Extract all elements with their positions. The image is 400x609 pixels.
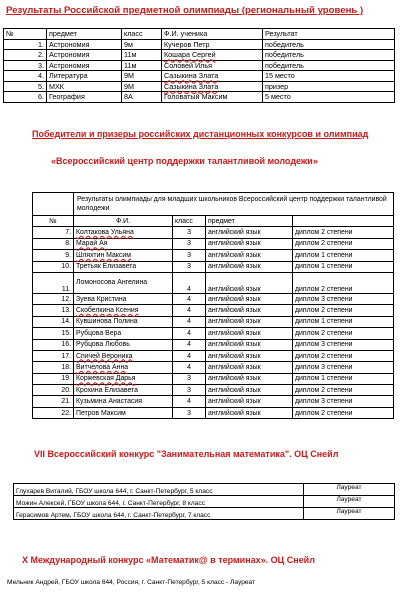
cell-subject: английский язык <box>206 362 293 373</box>
header-class: класс <box>173 216 206 227</box>
cell-subject: английский язык <box>206 227 293 238</box>
cell-name: Петров Максим <box>74 407 173 418</box>
table-row <box>33 407 394 418</box>
table-row <box>4 81 395 92</box>
table-caption: Результаты олимпиады для младших школьников Всероссийский центр поддержки талантливой молодежи <box>74 193 394 216</box>
cell-number: 14. <box>33 316 74 327</box>
contest-section-title: Победители и призеры российских дистанционных конкурсов и олимпиад <box>32 129 369 139</box>
cell-number: 10. <box>33 261 74 272</box>
contest-center-subtitle: «Всероссийский центр поддержки талантливой молодежи» <box>51 156 318 166</box>
table-caption-row <box>33 193 394 216</box>
international-contest-title: X Международный конкурс «Математик@ в терминах». ОЦ Снейл <box>22 555 315 565</box>
cell-number: 18. <box>33 362 74 373</box>
cell-subject: МХК <box>47 81 122 92</box>
header-name: Ф.И. <box>74 216 173 227</box>
cell-name: Спичей Вероника <box>74 350 173 361</box>
cell-student: Головатый Максим <box>162 92 263 103</box>
cell-award: Лауреат <box>304 496 395 508</box>
cell-subject: английский язык <box>206 250 293 261</box>
cell-number: 8. <box>33 238 74 249</box>
math-contest-title: VII Всероссийский конкурс "Занимательная математика". ОЦ Снейл <box>34 449 339 459</box>
table-row <box>33 385 394 396</box>
cell-name: Шляхтин Максим <box>74 250 173 261</box>
header-result: Результат <box>263 29 395 40</box>
junior-olympiad-table <box>32 192 394 419</box>
cell-subject: английский язык <box>206 328 293 339</box>
cell-number: 21. <box>33 396 74 407</box>
cell-result: 5 место <box>263 92 395 103</box>
table-row <box>33 238 394 249</box>
cell-number: 22. <box>33 407 74 418</box>
cell-number: 7. <box>33 227 74 238</box>
cell-name: Колтакова Ульяна <box>74 227 173 238</box>
cell-subject: английский язык <box>206 407 293 418</box>
cell-diploma: диплом 2 степени <box>293 272 394 293</box>
cell-class: 4 <box>173 339 206 350</box>
cell-number: 12. <box>33 293 74 304</box>
caption-spacer <box>33 193 74 216</box>
cell-class: 4 <box>173 396 206 407</box>
cell-name: Коржевская Дарья <box>74 373 173 384</box>
cell-name: Зуева Кристина <box>74 293 173 304</box>
cell-subject: английский язык <box>206 385 293 396</box>
cell-number: 16. <box>33 339 74 350</box>
cell-class: 8А <box>122 92 162 103</box>
cell-diploma: диплом 3 степени <box>293 362 394 373</box>
table-row <box>33 227 394 238</box>
cell-diploma: диплом 1 степени <box>293 316 394 327</box>
cell-student: Кошара Сергей <box>162 50 263 61</box>
cell-subject: Астрономия <box>47 60 122 71</box>
cell-diploma: диплом 2 степени <box>293 227 394 238</box>
cell-class: 3 <box>173 385 206 396</box>
cell-subject: английский язык <box>206 316 293 327</box>
cell-result: 15 место <box>263 71 395 82</box>
table-row <box>33 373 394 384</box>
cell-name: Скобелкина Ксения <box>74 305 173 316</box>
cell-result: призер <box>263 81 395 92</box>
cell-class: 9М <box>122 81 162 92</box>
cell-subject: английский язык <box>206 373 293 384</box>
cell-subject: английский язык <box>206 350 293 361</box>
table-row <box>14 484 395 496</box>
cell-subject: Астрономия <box>47 50 122 61</box>
header-student-name: Ф.И. ученика <box>162 29 263 40</box>
header-subject: предмет <box>206 216 293 227</box>
table-row <box>4 92 395 103</box>
cell-class: 3 <box>173 238 206 249</box>
cell-diploma: диплом 2 степени <box>293 385 394 396</box>
cell-subject: английский язык <box>206 261 293 272</box>
cell-diploma: диплом 3 степени <box>293 293 394 304</box>
cell-class: 11м <box>122 50 162 61</box>
cell-number: 9. <box>33 250 74 261</box>
cell-participant: Глухарев Виталий, ГБОУ школа 644, г. Санкт-Петербург, 5 класс <box>14 484 304 496</box>
cell-result: победитель <box>263 60 395 71</box>
cell-number: 20. <box>33 385 74 396</box>
table-header-row <box>33 216 394 227</box>
cell-subject: английский язык <box>206 293 293 304</box>
cell-class: 4 <box>173 328 206 339</box>
cell-class: 3 <box>173 261 206 272</box>
table-row <box>33 339 394 350</box>
cell-name: Витчелова Анна <box>74 362 173 373</box>
table-row <box>4 60 395 71</box>
header-number: № <box>33 216 74 227</box>
table-row <box>4 71 395 82</box>
cell-subject: английский язык <box>206 238 293 249</box>
cell-class: 3 <box>173 250 206 261</box>
cell-number: 17. <box>33 350 74 361</box>
cell-diploma: диплом 3 степени <box>293 339 394 350</box>
cell-name: Ломоносова Ангелина <box>74 272 173 293</box>
table-row <box>33 261 394 272</box>
table-row <box>33 328 394 339</box>
cell-number: 6. <box>4 92 47 103</box>
table-row <box>14 508 395 520</box>
cell-class: 4 <box>173 350 206 361</box>
cell-subject: английский язык <box>206 396 293 407</box>
cell-name: Крохина Елизавета <box>74 385 173 396</box>
table-row <box>33 250 394 261</box>
cell-diploma: диплом 2 степени <box>293 238 394 249</box>
table-row <box>33 350 394 361</box>
cell-diploma: диплом 1 степени <box>293 373 394 384</box>
header-diploma <box>293 216 394 227</box>
cell-number: 3. <box>4 60 47 71</box>
winner-line: Мельник Андрей, ГБОУ школа 644, Россия, г. Санкт-Петербург, 5 класс - Лауреат <box>7 579 256 586</box>
cell-participant: Можин Алексей, ГБОУ школа 644, г. Санкт-Петербург, 8 класс <box>14 496 304 508</box>
cell-award: Лауреат <box>304 484 395 496</box>
cell-result: победитель <box>263 39 395 50</box>
cell-result: победитель <box>263 50 395 61</box>
cell-diploma: диплом 1 степени <box>293 261 394 272</box>
olympiad-title: Результаты Российской предметной олимпиады (региональный уровень ) <box>6 5 364 16</box>
cell-class: 9м <box>122 39 162 50</box>
cell-class: 3 <box>173 407 206 418</box>
cell-number: 13. <box>33 305 74 316</box>
cell-number: 15. <box>33 328 74 339</box>
cell-name: Рубцова Любовь <box>74 339 173 350</box>
table-row <box>33 272 394 293</box>
table-row <box>33 305 394 316</box>
cell-class: 4 <box>173 316 206 327</box>
cell-diploma: диплом 2 степени <box>293 305 394 316</box>
cell-student: Сазыкина Злата <box>162 81 263 92</box>
cell-diploma: диплом 3 степени <box>293 396 394 407</box>
table-row <box>4 50 395 61</box>
cell-class: 4 <box>173 305 206 316</box>
cell-diploma: диплом 2 степени <box>293 328 394 339</box>
cell-class: 4 <box>173 362 206 373</box>
cell-number: 2. <box>4 50 47 61</box>
cell-class: 9М <box>122 71 162 82</box>
table-row <box>33 316 394 327</box>
cell-class: 11м <box>122 60 162 71</box>
cell-student: Сазыкина Злата <box>162 71 263 82</box>
cell-class: 3 <box>173 373 206 384</box>
regional-olympiad-table <box>3 28 395 103</box>
cell-number: 19. <box>33 373 74 384</box>
header-subject: предмет <box>47 29 122 40</box>
cell-diploma: диплом 2 степени <box>293 407 394 418</box>
cell-subject: Литература <box>47 71 122 82</box>
cell-award: Лауреат <box>304 508 395 520</box>
cell-subject: английский язык <box>206 305 293 316</box>
cell-name: Рубцова Вера <box>74 328 173 339</box>
cell-diploma: диплом 2 степени <box>293 350 394 361</box>
cell-subject: География <box>47 92 122 103</box>
cell-number: 5. <box>4 81 47 92</box>
table-row <box>14 496 395 508</box>
cell-student: Соловей Илья <box>162 60 263 71</box>
cell-number: 4. <box>4 71 47 82</box>
table-row <box>33 293 394 304</box>
table-header-row <box>4 29 395 40</box>
cell-student: Кучеров Петр <box>162 39 263 50</box>
table-row <box>33 362 394 373</box>
cell-number: 1. <box>4 39 47 50</box>
cell-name: Кувшинова Полина <box>74 316 173 327</box>
table-row <box>4 39 395 50</box>
cell-name: Третьяк Елизавета <box>74 261 173 272</box>
header-class: класс <box>122 29 162 40</box>
cell-subject: английский язык <box>206 339 293 350</box>
cell-class: 4 <box>173 272 206 293</box>
table-row <box>33 396 394 407</box>
cell-subject: Астрономия <box>47 39 122 50</box>
cell-subject: английский язык <box>206 272 293 293</box>
cell-name: Кузьмина Анастасия <box>74 396 173 407</box>
math-contest-table <box>13 483 395 520</box>
cell-class: 3 <box>173 227 206 238</box>
header-number: № <box>4 29 47 40</box>
cell-number: 11. <box>33 272 74 293</box>
cell-class: 4 <box>173 293 206 304</box>
cell-name: Марай Ая <box>74 238 173 249</box>
cell-diploma: диплом 1 степени <box>293 250 394 261</box>
cell-participant: Герасимов Артем, ГБОУ школа 644, г. Санкт-Петербург, 7 класс <box>14 508 304 520</box>
